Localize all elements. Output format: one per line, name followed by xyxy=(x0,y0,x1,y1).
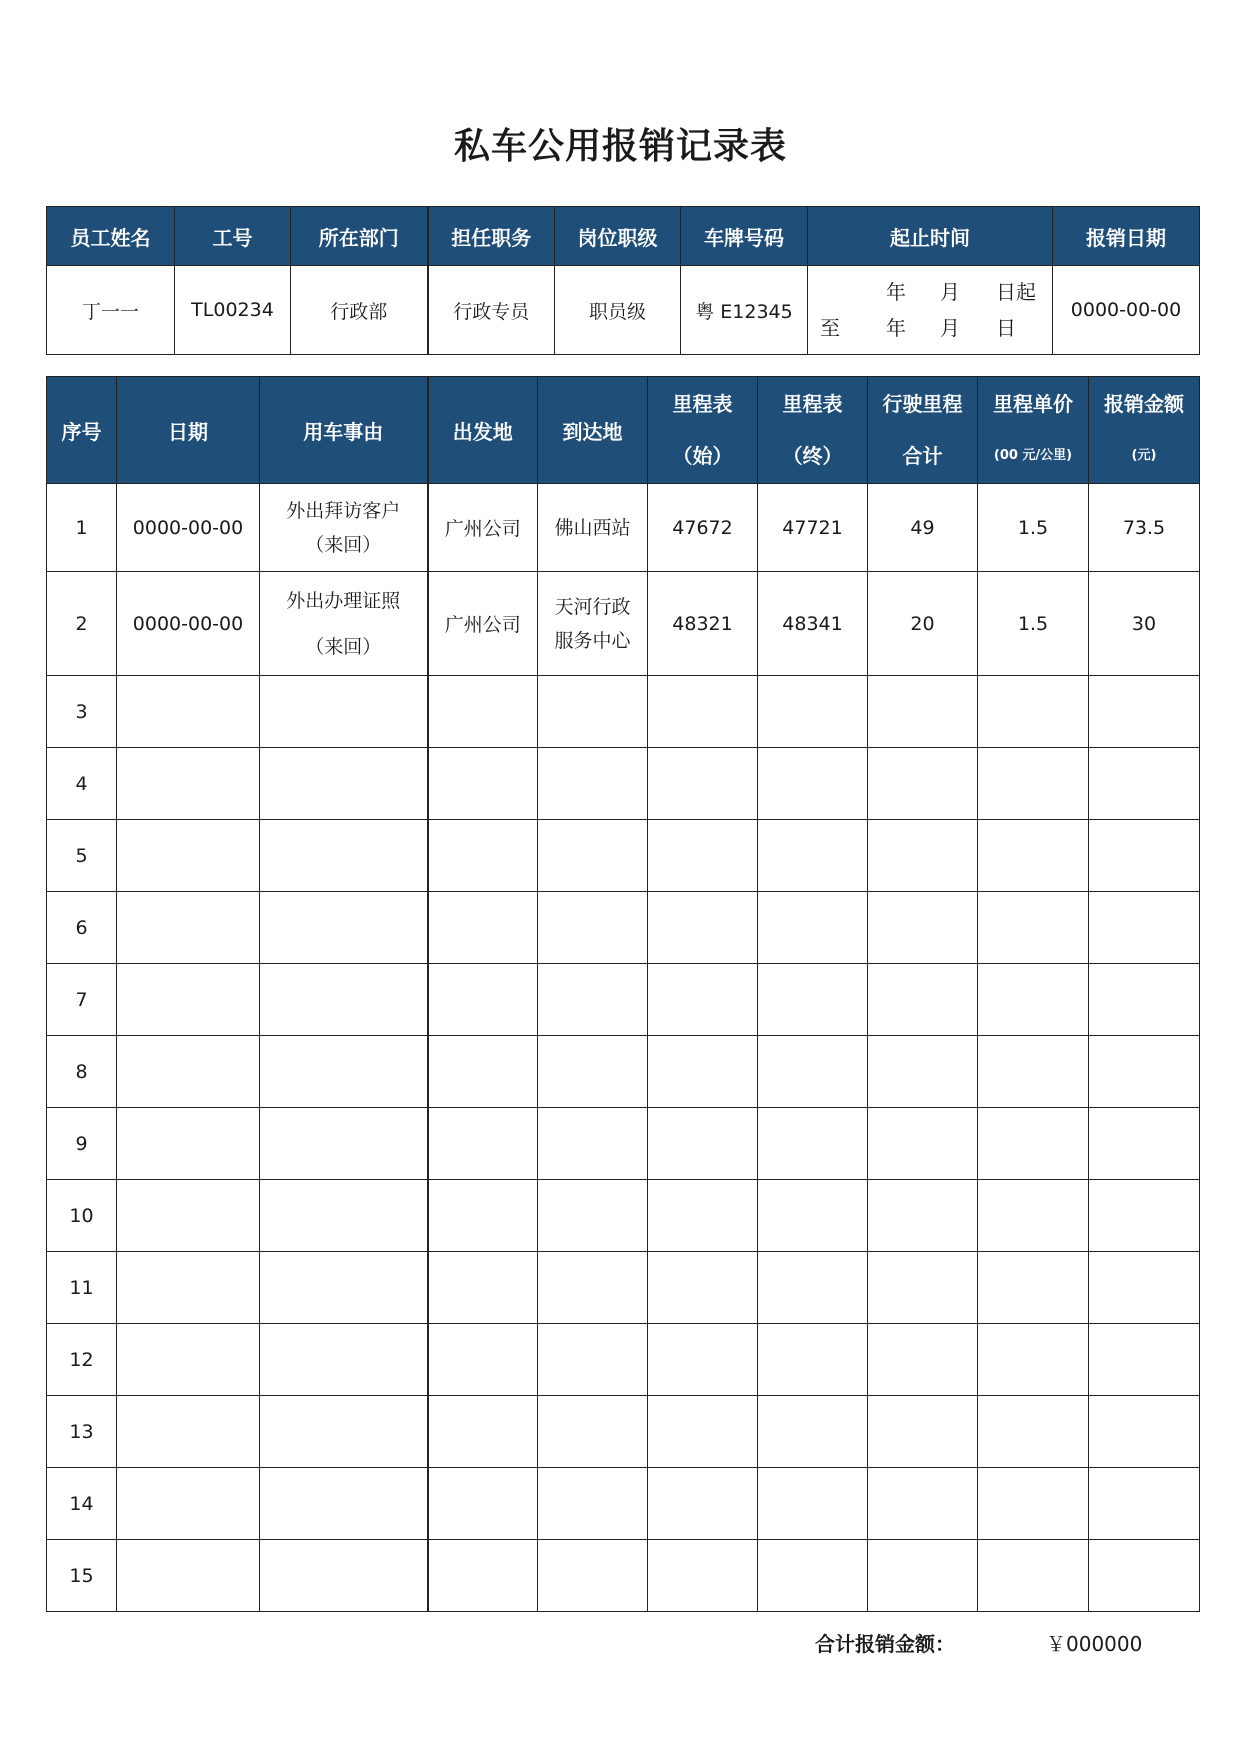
cell-from[interactable] xyxy=(428,1396,538,1468)
period-field xyxy=(808,266,1052,354)
header-odo-start-line1: 里程表 xyxy=(672,392,733,416)
cell-odo-end[interactable] xyxy=(758,964,868,1036)
period-month-1: 月 xyxy=(940,280,960,304)
cell-amount[interactable] xyxy=(1089,1036,1200,1108)
cell-seq: 13 xyxy=(47,1396,117,1468)
cell-reason-line2: （来回） xyxy=(305,533,382,556)
cell-to-line2: 服务中心 xyxy=(554,629,631,652)
cell-odo-start[interactable] xyxy=(648,1540,758,1612)
table-row xyxy=(47,820,1200,892)
cell-odo-end[interactable] xyxy=(758,1396,868,1468)
header-period: 起止时间 xyxy=(808,207,1053,266)
cell-name[interactable]: 丁一一 xyxy=(47,266,175,355)
header-to: 到达地 xyxy=(538,377,648,484)
mileage-records-table xyxy=(46,376,1200,1612)
cell-to[interactable] xyxy=(538,1468,648,1540)
cell-amount[interactable] xyxy=(1089,964,1200,1036)
cell-from[interactable]: 广州公司 xyxy=(428,572,538,676)
cell-to-line1: 天河行政 xyxy=(554,595,631,618)
cell-plate[interactable]: 粤 E12345 xyxy=(681,266,808,355)
table-row xyxy=(47,748,1200,820)
cell-period[interactable] xyxy=(808,266,1053,355)
cell-odo-end[interactable] xyxy=(758,820,868,892)
records-header-row xyxy=(47,377,1200,484)
table-row xyxy=(47,1468,1200,1540)
cell-date[interactable] xyxy=(117,1540,260,1612)
table-row xyxy=(47,572,1200,676)
cell-from[interactable] xyxy=(428,1468,538,1540)
total-label: 合计报销金额： xyxy=(815,1632,955,1656)
cell-department[interactable]: 行政部 xyxy=(291,266,428,355)
cell-date[interactable] xyxy=(117,892,260,964)
cell-unit-price[interactable] xyxy=(978,892,1089,964)
cell-date[interactable] xyxy=(117,1180,260,1252)
cell-seq: 4 xyxy=(47,748,117,820)
cell-unit-price[interactable] xyxy=(978,1180,1089,1252)
cell-unit-price[interactable] xyxy=(978,964,1089,1036)
cell-odo-end[interactable] xyxy=(758,1180,868,1252)
table-row xyxy=(47,484,1200,572)
cell-reason[interactable] xyxy=(260,1108,428,1180)
cell-to[interactable] xyxy=(538,820,648,892)
cell-odo-start[interactable] xyxy=(648,1468,758,1540)
cell-seq: 5 xyxy=(47,820,117,892)
cell-seq: 2 xyxy=(47,572,117,676)
cell-amount[interactable] xyxy=(1089,1108,1200,1180)
cell-date[interactable]: 0000-00-00 xyxy=(117,572,260,676)
total-amount[interactable]: ￥000000 xyxy=(1046,1632,1143,1656)
header-reimburse-date: 报销日期 xyxy=(1053,207,1200,266)
cell-amount[interactable] xyxy=(1089,1252,1200,1324)
cell-to[interactable] xyxy=(538,1180,648,1252)
cell-reason-line2: （来回） xyxy=(305,635,382,658)
cell-odo-end[interactable] xyxy=(758,1540,868,1612)
cell-odo-start[interactable] xyxy=(648,676,758,748)
cell-from[interactable] xyxy=(428,820,538,892)
period-year-2: 年 xyxy=(886,316,906,340)
header-odo-start-line2: （始） xyxy=(672,444,733,468)
info-header-row xyxy=(47,207,1200,266)
header-odo-start xyxy=(648,377,758,484)
cell-odo-start[interactable] xyxy=(648,1036,758,1108)
header-unit-price xyxy=(978,377,1089,484)
cell-seq: 14 xyxy=(47,1468,117,1540)
header-odo-end-line1: 里程表 xyxy=(782,392,843,416)
header-distance-line2: 合计 xyxy=(902,444,943,468)
cell-reason-line1: 外出拜访客户 xyxy=(286,499,401,522)
header-department: 所在部门 xyxy=(291,207,428,266)
page-title: 私车公用报销记录表 xyxy=(453,126,787,167)
cell-seq: 9 xyxy=(47,1108,117,1180)
cell-odo-end[interactable] xyxy=(758,1036,868,1108)
cell-seq: 1 xyxy=(47,484,117,572)
header-unit-price-line1: 里程单价 xyxy=(993,392,1073,416)
cell-odo-start[interactable] xyxy=(648,1108,758,1180)
cell-reason[interactable] xyxy=(260,1252,428,1324)
header-unit-price-line2: (00 元/公里) xyxy=(993,448,1073,463)
cell-distance[interactable] xyxy=(868,676,978,748)
cell-reason[interactable] xyxy=(260,1036,428,1108)
header-name: 员工姓名 xyxy=(47,207,175,266)
cell-seq: 11 xyxy=(47,1252,117,1324)
cell-distance[interactable] xyxy=(868,1036,978,1108)
cell-amount[interactable] xyxy=(1089,1324,1200,1396)
cell-date[interactable]: 0000-00-00 xyxy=(117,484,260,572)
cell-to[interactable] xyxy=(538,748,648,820)
cell-to[interactable] xyxy=(538,1324,648,1396)
cell-odo-start[interactable]: 48321 xyxy=(648,572,758,676)
cell-distance[interactable] xyxy=(868,1180,978,1252)
cell-odo-end[interactable] xyxy=(758,748,868,820)
cell-from[interactable] xyxy=(428,1108,538,1180)
cell-distance[interactable] xyxy=(868,748,978,820)
cell-date[interactable] xyxy=(117,820,260,892)
cell-distance[interactable] xyxy=(868,1324,978,1396)
cell-from[interactable] xyxy=(428,964,538,1036)
cell-unit-price[interactable] xyxy=(978,1108,1089,1180)
cell-unit-price[interactable]: 1.5 xyxy=(978,484,1089,572)
cell-odo-start[interactable] xyxy=(648,820,758,892)
cell-from[interactable]: 广州公司 xyxy=(428,484,538,572)
header-employee-id: 工号 xyxy=(175,207,291,266)
period-month-2: 月 xyxy=(940,316,960,340)
cell-unit-price[interactable] xyxy=(978,748,1089,820)
table-row xyxy=(47,1252,1200,1324)
table-row xyxy=(47,1036,1200,1108)
cell-odo-end[interactable] xyxy=(758,676,868,748)
table-row xyxy=(47,1540,1200,1612)
header-amount-line1: 报销金额 xyxy=(1104,392,1184,416)
cell-odo-end[interactable] xyxy=(758,1468,868,1540)
cell-date[interactable] xyxy=(117,1036,260,1108)
cell-from[interactable] xyxy=(428,1324,538,1396)
cell-to[interactable] xyxy=(538,1108,648,1180)
cell-date[interactable] xyxy=(117,1252,260,1324)
period-day-from: 日起 xyxy=(996,280,1036,304)
header-plate: 车牌号码 xyxy=(681,207,808,266)
cell-odo-end[interactable] xyxy=(758,1324,868,1396)
cell-seq: 7 xyxy=(47,964,117,1036)
cell-rank[interactable]: 职员级 xyxy=(555,266,681,355)
cell-odo-start[interactable] xyxy=(648,1396,758,1468)
cell-odo-end[interactable] xyxy=(758,892,868,964)
cell-odo-start[interactable] xyxy=(648,748,758,820)
cell-seq: 3 xyxy=(47,676,117,748)
header-date: 日期 xyxy=(117,377,260,484)
cell-unit-price[interactable] xyxy=(978,1252,1089,1324)
table-row xyxy=(47,1396,1200,1468)
table-row xyxy=(47,964,1200,1036)
cell-date[interactable] xyxy=(117,748,260,820)
records-body xyxy=(47,484,1200,1612)
header-odo-end-line2: （终） xyxy=(782,444,843,468)
cell-to[interactable] xyxy=(538,1252,648,1324)
cell-odo-start[interactable] xyxy=(648,1180,758,1252)
cell-reason[interactable] xyxy=(260,484,428,572)
cell-seq: 10 xyxy=(47,1180,117,1252)
cell-reason[interactable] xyxy=(260,1468,428,1540)
cell-reimburse-date[interactable]: 0000-00-00 xyxy=(1053,266,1200,355)
cell-from[interactable] xyxy=(428,892,538,964)
cell-from[interactable] xyxy=(428,748,538,820)
cell-seq: 8 xyxy=(47,1036,117,1108)
cell-distance[interactable]: 20 xyxy=(868,572,978,676)
cell-reason[interactable] xyxy=(260,1324,428,1396)
cell-date[interactable] xyxy=(117,1468,260,1540)
cell-amount[interactable] xyxy=(1089,748,1200,820)
cell-distance[interactable] xyxy=(868,1108,978,1180)
cell-odo-end[interactable] xyxy=(758,1252,868,1324)
period-year-1: 年 xyxy=(886,280,906,304)
header-rank: 岗位职级 xyxy=(555,207,681,266)
cell-from[interactable] xyxy=(428,1252,538,1324)
cell-distance[interactable] xyxy=(868,1396,978,1468)
cell-odo-start[interactable] xyxy=(648,1252,758,1324)
cell-to[interactable] xyxy=(538,676,648,748)
period-day-2: 日 xyxy=(996,316,1016,340)
cell-to[interactable] xyxy=(538,892,648,964)
cell-amount[interactable] xyxy=(1089,676,1200,748)
cell-reason[interactable] xyxy=(260,572,428,676)
cell-odo-start[interactable]: 47672 xyxy=(648,484,758,572)
cell-odo-start[interactable] xyxy=(648,892,758,964)
info-data-row xyxy=(47,266,1200,355)
cell-date[interactable] xyxy=(117,1108,260,1180)
cell-reason[interactable] xyxy=(260,1540,428,1612)
cell-unit-price[interactable] xyxy=(978,1324,1089,1396)
cell-unit-price[interactable] xyxy=(978,676,1089,748)
cell-to[interactable] xyxy=(538,1396,648,1468)
cell-to[interactable] xyxy=(538,484,648,572)
cell-to[interactable] xyxy=(538,1540,648,1612)
cell-distance[interactable] xyxy=(868,1540,978,1612)
cell-amount[interactable] xyxy=(1089,1396,1200,1468)
cell-date[interactable] xyxy=(117,1324,260,1396)
header-seq: 序号 xyxy=(47,377,117,484)
cell-reason[interactable] xyxy=(260,676,428,748)
cell-unit-price[interactable] xyxy=(978,1540,1089,1612)
cell-distance[interactable]: 49 xyxy=(868,484,978,572)
cell-distance[interactable] xyxy=(868,964,978,1036)
cell-unit-price[interactable]: 1.5 xyxy=(978,572,1089,676)
cell-from[interactable] xyxy=(428,676,538,748)
cell-unit-price[interactable] xyxy=(978,1396,1089,1468)
cell-seq: 12 xyxy=(47,1324,117,1396)
cell-from[interactable] xyxy=(428,1540,538,1612)
cell-from[interactable] xyxy=(428,1036,538,1108)
cell-amount[interactable] xyxy=(1089,820,1200,892)
cell-distance[interactable] xyxy=(868,892,978,964)
cell-reason[interactable] xyxy=(260,820,428,892)
period-to: 至 xyxy=(820,316,840,340)
cell-to-line1: 佛山西站 xyxy=(554,516,631,539)
header-reason: 用车事由 xyxy=(260,377,428,484)
header-position: 担任职务 xyxy=(428,207,555,266)
table-row xyxy=(47,1324,1200,1396)
cell-unit-price[interactable] xyxy=(978,820,1089,892)
cell-reason[interactable] xyxy=(260,1396,428,1468)
cell-amount[interactable] xyxy=(1089,1540,1200,1612)
cell-odo-end[interactable] xyxy=(758,1108,868,1180)
cell-reason[interactable] xyxy=(260,892,428,964)
header-distance-line1: 行驶里程 xyxy=(882,392,963,416)
cell-reason-line1: 外出办理证照 xyxy=(286,589,401,612)
cell-seq: 6 xyxy=(47,892,117,964)
cell-amount[interactable]: 73.5 xyxy=(1089,484,1200,572)
cell-distance[interactable] xyxy=(868,820,978,892)
cell-odo-start[interactable] xyxy=(648,964,758,1036)
header-amount xyxy=(1089,377,1200,484)
header-from: 出发地 xyxy=(428,377,538,484)
cell-employee-id[interactable]: TL00234 xyxy=(175,266,291,355)
cell-date[interactable] xyxy=(117,676,260,748)
employee-info-table xyxy=(46,206,1200,355)
cell-amount[interactable] xyxy=(1089,1180,1200,1252)
cell-from[interactable] xyxy=(428,1180,538,1252)
table-row xyxy=(47,1180,1200,1252)
cell-position[interactable]: 行政专员 xyxy=(428,266,555,355)
table-row xyxy=(47,1108,1200,1180)
cell-odo-end[interactable]: 47721 xyxy=(758,484,868,572)
cell-distance[interactable] xyxy=(868,1468,978,1540)
cell-amount[interactable] xyxy=(1089,1468,1200,1540)
cell-seq: 15 xyxy=(47,1540,117,1612)
cell-unit-price[interactable] xyxy=(978,1036,1089,1108)
cell-date[interactable] xyxy=(117,1396,260,1468)
cell-amount[interactable]: 30 xyxy=(1089,572,1200,676)
table-row xyxy=(47,676,1200,748)
cell-reason[interactable] xyxy=(260,748,428,820)
cell-to[interactable] xyxy=(538,964,648,1036)
cell-odo-start[interactable] xyxy=(648,1324,758,1396)
cell-odo-end[interactable]: 48341 xyxy=(758,572,868,676)
cell-reason[interactable] xyxy=(260,964,428,1036)
cell-to[interactable] xyxy=(538,572,648,676)
cell-to[interactable] xyxy=(538,1036,648,1108)
header-odo-end xyxy=(758,377,868,484)
cell-amount[interactable] xyxy=(1089,892,1200,964)
cell-date[interactable] xyxy=(117,964,260,1036)
header-amount-line2: (元) xyxy=(1131,448,1157,463)
cell-distance[interactable] xyxy=(868,1252,978,1324)
table-row xyxy=(47,892,1200,964)
cell-reason[interactable] xyxy=(260,1180,428,1252)
cell-unit-price[interactable] xyxy=(978,1468,1089,1540)
header-distance xyxy=(868,377,978,484)
